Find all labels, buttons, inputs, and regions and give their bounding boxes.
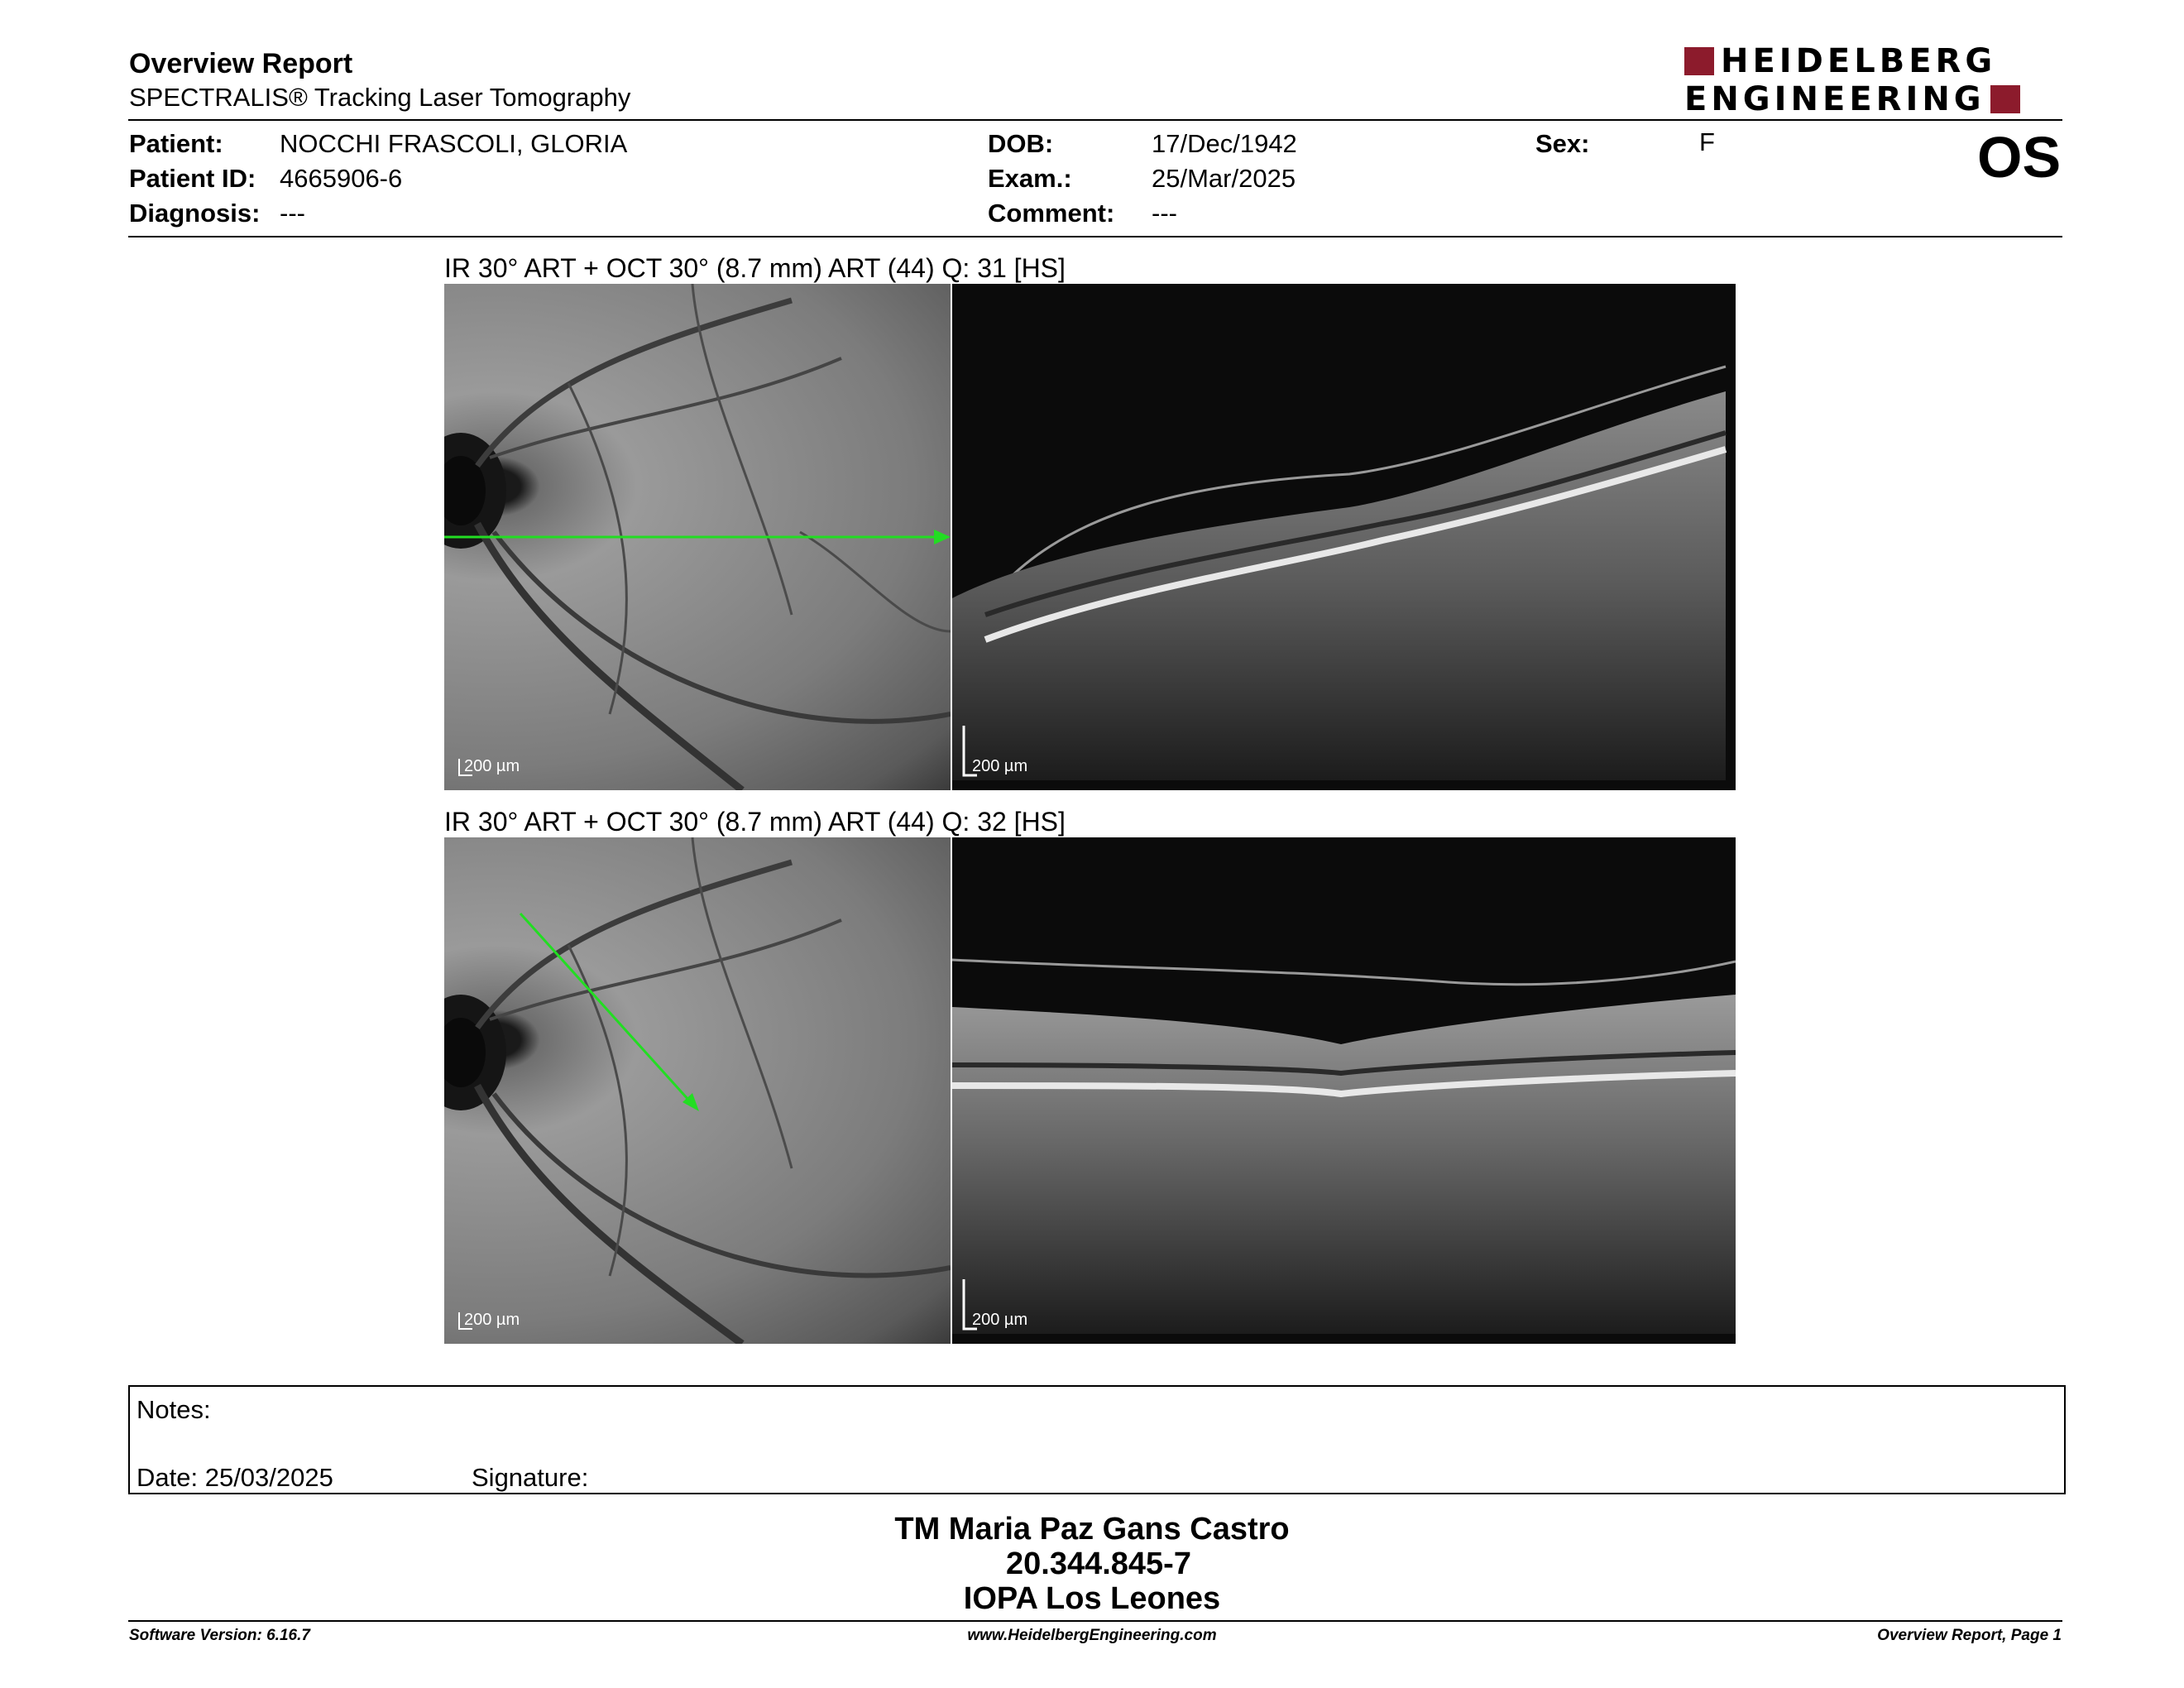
exam-label: Exam.: [988, 164, 1072, 193]
patient-id: 4665906-6 [280, 164, 403, 193]
date-label: Date: 25/03/2025 [136, 1463, 333, 1492]
patient-id-label: Patient ID: [129, 164, 256, 193]
diagnosis-value: --- [280, 199, 305, 228]
ir-fundus-image-2[interactable] [444, 837, 951, 1344]
scan-line-1 [444, 284, 951, 790]
report-subtitle: SPECTRALIS® Tracking Laser Tomography [129, 83, 631, 112]
scan-line-2 [444, 837, 951, 1344]
report-title: Overview Report [129, 48, 353, 79]
ir-scale-label-2: 200 µm [464, 1311, 520, 1329]
heidelberg-logo: HEIDELBERG ENGINEERING [1684, 45, 2065, 117]
oct-layers-2 [952, 837, 1736, 1344]
page-number: Overview Report, Page 1 [1877, 1627, 2062, 1644]
oct-scale-label-2: 200 µm [972, 1311, 1028, 1329]
dob-label: DOB: [988, 129, 1054, 158]
software-version: Software Version: 6.16.7 [129, 1627, 310, 1644]
signer-institution: IOPA Los Leones [963, 1581, 1221, 1616]
website-link[interactable]: www.HeidelbergEngineering.com [967, 1627, 1217, 1644]
ir-fundus-image-1[interactable] [444, 284, 951, 790]
sex-value: F [1699, 127, 1715, 156]
patient-label: Patient: [129, 129, 223, 158]
patient-name: NOCCHI FRASCOLI, GLORIA [280, 129, 628, 158]
oct-bscan-image-1[interactable] [952, 284, 1736, 790]
eye-indicator: OS [1977, 125, 2062, 189]
sex-label: Sex: [1535, 129, 1590, 158]
footer-divider [128, 1620, 2062, 1622]
signer-name: TM Maria Paz Gans Castro [894, 1512, 1290, 1547]
signature-label: Signature: [472, 1463, 589, 1492]
logo-square-icon [1684, 47, 1714, 75]
comment-label: Comment: [988, 199, 1115, 228]
notes-label: Notes: [136, 1395, 211, 1424]
info-divider [128, 236, 2062, 237]
dob-value: 17/Dec/1942 [1152, 129, 1297, 158]
comment-value: --- [1152, 199, 1177, 228]
diagnosis-label: Diagnosis: [129, 199, 261, 228]
exam-value: 25/Mar/2025 [1152, 164, 1296, 193]
oct-bscan-image-2[interactable] [952, 837, 1736, 1344]
ir-scale-label-1: 200 µm [464, 757, 520, 775]
scan-caption-2: IR 30° ART + OCT 30° (8.7 mm) ART (44) Q: 32 [HS] [444, 807, 1066, 837]
logo-square-icon [1990, 85, 2020, 113]
signer-id: 20.344.845-7 [1006, 1547, 1191, 1581]
oct-layers-1 [952, 284, 1736, 790]
oct-scale-label-1: 200 µm [972, 757, 1028, 775]
header-divider [128, 119, 2062, 121]
notes-box[interactable] [128, 1385, 2066, 1494]
scan-caption-1: IR 30° ART + OCT 30° (8.7 mm) ART (44) Q: 31 [HS] [444, 253, 1066, 283]
